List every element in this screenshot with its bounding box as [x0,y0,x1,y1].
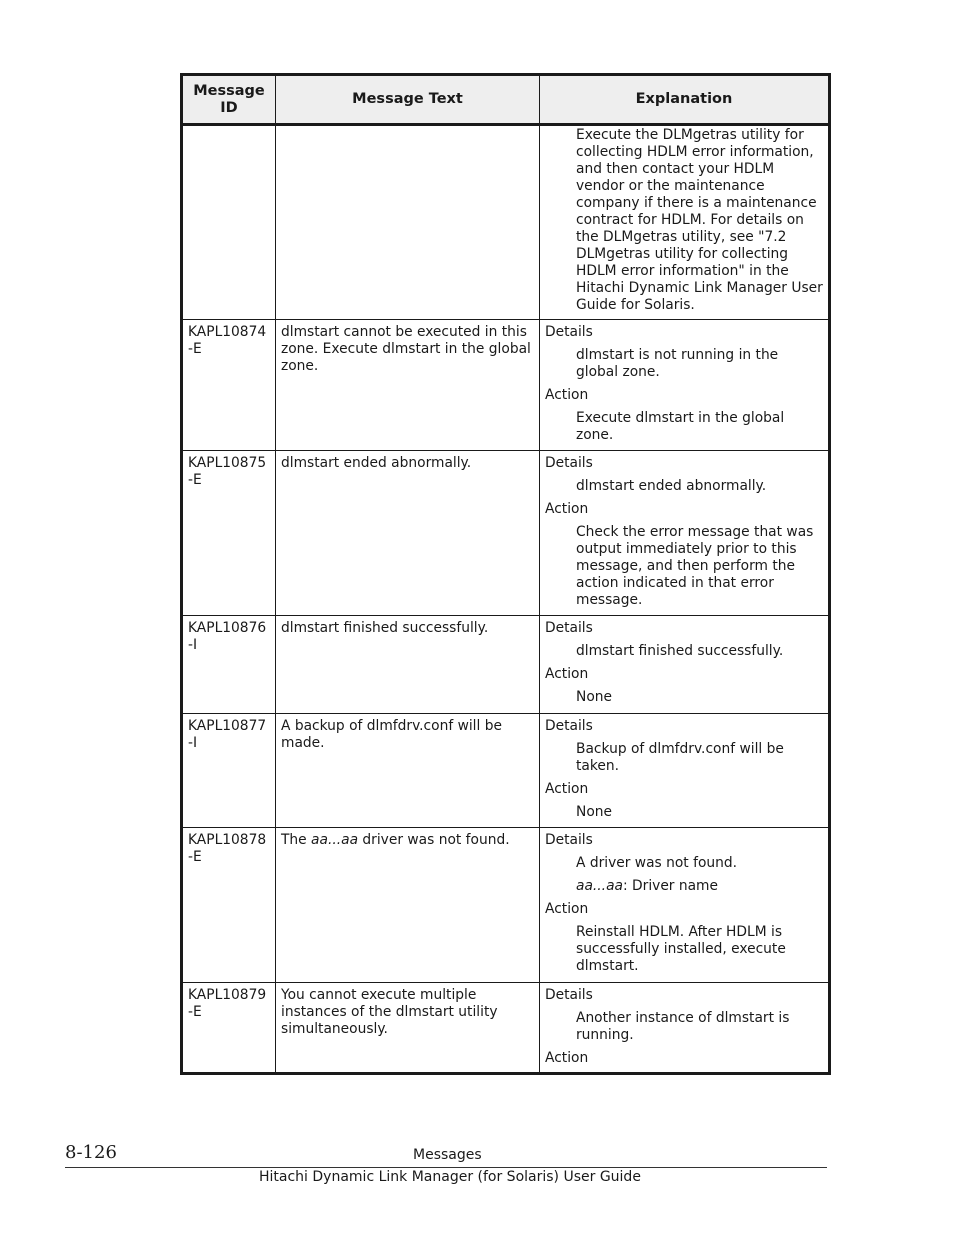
cell-text: You cannot execute multiple instances of the dlmstart utility simultaneously. [276,983,540,1074]
table-row [182,320,830,451]
cell-id: KAPL10879 -E [182,983,276,1074]
cell-text: A backup of dlmfdrv.conf will be made. [276,714,540,828]
cell-id [182,125,276,320]
table-row [182,714,830,828]
action-label: Action [545,666,589,682]
cell-id: KAPL10875 -E [182,451,276,616]
table-row [182,983,830,1074]
header-explanation: Explanation [540,75,830,125]
cell-explanation [540,451,830,616]
cell-explanation [540,828,830,983]
details-label: Details [545,324,593,340]
cell-explanation [540,714,830,828]
details-text: Backup of dlmfdrv.conf will be taken. [576,741,784,774]
footer-divider [65,1167,827,1168]
cell-explanation [540,616,830,714]
action-text: Check the error message that was output immediately prior to this message, and then perform the action indicated in that error message. [576,524,814,608]
action-label: Action [545,781,589,797]
cell-text: The aa...aa driver was not found. [276,828,540,983]
table-row [182,828,830,983]
action-text: Reinstall HDLM. After HDLM is successfully installed, execute dlmstart. [576,924,786,974]
details-text: dlmstart is not running in the global zone. [576,347,779,380]
details-text: dlmstart finished successfully. [576,643,784,659]
cell-explanation [540,983,830,1074]
details-label: Details [545,455,593,471]
page-number: 8-126 [65,1142,117,1163]
cell-text [276,125,540,320]
table-row [182,451,830,616]
details-label: Details [545,620,593,636]
details-variable: aa...aa: Driver name [576,878,718,894]
cell-id: KAPL10876 -I [182,616,276,714]
message-table [180,73,831,1075]
header-message-text: Message Text [276,75,540,125]
action-label: Action [545,501,589,517]
footer-guide-title: Hitachi Dynamic Link Manager (for Solaris) User Guide [259,1169,641,1185]
cell-text: dlmstart ended abnormally. [276,451,540,616]
footer-section: Messages [413,1147,482,1163]
cell-id: KAPL10878 -E [182,828,276,983]
cell-id: KAPL10877 -I [182,714,276,828]
cell-explanation [540,320,830,451]
header-message-id: Message ID [182,75,276,125]
table-row [182,616,830,714]
cell-text: dlmstart cannot be executed in this zone. Execute dlmstart in the global zone. [276,320,540,451]
details-text: Another instance of dlmstart is running. [576,1010,790,1043]
details-label: Details [545,718,593,734]
cell-text: dlmstart finished successfully. [276,616,540,714]
cell-id: KAPL10874 -E [182,320,276,451]
details-label: Details [545,987,593,1003]
details-text: A driver was not found. [576,855,738,871]
cell-explanation [540,125,830,320]
action-label: Action [545,901,589,917]
action-label: Action [545,387,589,403]
action-text: None [576,689,612,705]
details-text: dlmstart ended abnormally. [576,478,767,494]
table-row-continuation [182,125,830,320]
table-header-row [182,75,830,125]
details-label: Details [545,832,593,848]
continuation-text: Execute the DLMgetras utility for collecting HDLM error information, and then contact your HDLM vendor or the maintenance company if there is a maintenance contract for HDLM. For details on the DLMgetras utility, see "7.2 DLMgetras utility for collecting HDLM error information" in the Hitachi Dynamic Link Manager User Guide for Solaris. [576,127,823,313]
action-text: None [576,804,612,820]
action-text: Execute dlmstart in the global zone. [576,410,785,443]
action-label: Action [545,1050,589,1066]
